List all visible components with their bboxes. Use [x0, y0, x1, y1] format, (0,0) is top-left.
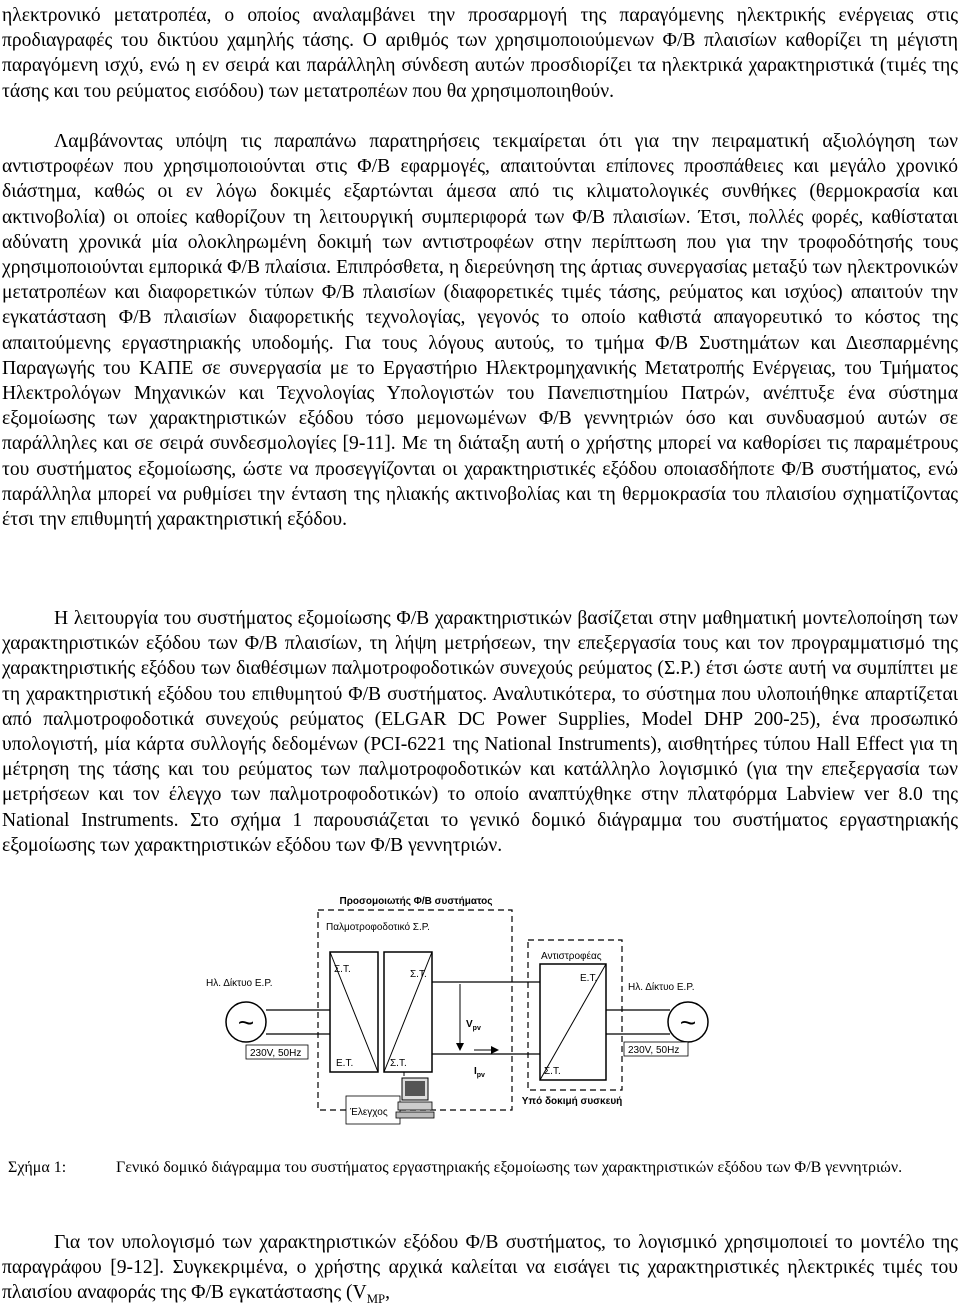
psu-label: Παλμοτροφοδοτικό Σ.Ρ. [326, 922, 430, 933]
grid-left-ac-symbol: ~ [237, 1007, 255, 1038]
figure-1-block-diagram [0, 882, 960, 1142]
paragraph-3: Η λειτουργία του συστήματος εξομοίωσης Φ/Β χαρακτηριστικών βασίζεται στην μαθηματική μοντελοποίηση των χαρακτηριστικών εξόδου των Φ/Β πλαισίων, τη λήψη μετρήσεων, την επεξεργασία τους και τον προγραμματισμό της χαρακτηριστικής εξόδου των διαθέσιμων παλμοτροφοδοτικών συνεχούς ρεύματος (Σ.Ρ.) έτσι ώστε αυτή να συμπίπτει με τη χαρακτηριστική εξόδου του επιθυμητού Φ/Β συστήματος. Αναλυτικότερα, το σύστημα που υλοποιήθηκε απαρτίζεται από παλμοτροφοδοτικά συνεχούς ρεύματος (ELGAR DC Power Supplies, Model DHP 200-25), ένα προσωπικό υπολογιστή, μία κάρτα συλλογής δεδομένων (PCI-6221 της National Instruments), αισθητήρες τύπου Hall Effect για τη μέτρηση της τάσης και του ρεύματος των παλμοτροφοδοτικών και κατάλληλο λογισμικό (για την επεξεργασία των μετρήσεων και τον έλεγχο των παλμοτροφοδοτικών) το οποίο αναπτύχθηκε στην πλατφόρμα Labview ver 8.0 της National Instruments. Στο σχήμα 1 παρουσιάζεται το γενικό δομικό διάγραμμα του συστήματος εργαστηριακής εξομοίωσης των χαρακτηριστικών εξόδου των Φ/Β γεννητριών. [2, 608, 958, 856]
paragraph-4-subscript: MP [366, 1292, 386, 1306]
paragraph-4-text: Για τον υπολογισμό των χαρακτηριστικών εξόδου Φ/Β συστήματος, το λογισμικό χρησιμοποιεί το μοντέλο της παραγράφου [9-12]. Συγκεκριμένα, ο χρήστης αρχικά καλείται να εισάγει τις χαρακτηριστικές ηλεκτρικές τιμές του πλαισίου αναφοράς της Φ/Β εγκατάστασης (V [2, 1232, 958, 1304]
computer-icon [396, 1078, 434, 1118]
inverter-top-label: Ε.Τ. [580, 973, 598, 984]
vpv-label: $V_{pv}$ [466, 1019, 481, 1032]
paragraph-2: Λαμβάνοντας υπόψη τις παραπάνω παρατηρήσεις τεκμαίρεται ότι για την πειραματική αξιολόγηση των αντιστροφέων που χρησιμοποιούνται στις Φ/Β εφαρμογές, απαιτούνται επίπονες προσπάθειες και μεγάλο χρονικό διάστημα, καθώς οι εν λόγω δοκιμές εξαρτώνται άμεσα από τις κλιματολογικές συνθήκες (θερμοκρασία και ακτινοβολία) οι οποίες καθορίζουν τη λειτουργική συμπεριφορά των Φ/Β πλαισίων. Έτσι, πολλές φορές, καθίσταται αδύνατη χρονικά μία ολοκληρωμένη δοκιμή των αντιστροφέων στην περίπτωση που για την τροφοδότησής τους χρησιμοποιούνται εμπορικά Φ/Β πλαίσια. Επιπρόσθετα, η διερεύνηση της άρτιας συνεργασίας μεταξύ των ηλεκτρονικών μετατροπέων και διαφορετικών τύπων Φ/Β πλαισίων (διαφορετικές τιμές τάσης, ρεύματος και ισχύος) απαιτούν την εγκατάσταση Φ/Β πλαισίων διαφορετικής τεχνολογίας, γεγονός το οποίο καθιστά απαγορευτικό το κόστος της απαιτούμενης εργαστηριακής υποδομής. Για τους λόγους αυτούς, το τμήμα Φ/Β Συστημάτων και Διεσπαρμένης Παραγωγής του ΚΑΠΕ σε συνεργασία με το Εργαστήριο Ηλεκτρομηχανικής Μετατροπής Ενέργειας, του Τμήματος Ηλεκτρολόγων Μηχανικών και Τεχνολογίας Υπολογιστών του Πανεπιστημίου Πατρών, ανέπτυξε ένα σύστημα εξομοίωσης των χαρακτηριστικών εξόδου τόσο μεμονωμένων Φ/Β γεννητριών όσο και συνδυασμού αυτών σε παράλληλες και σε σειρά συνδεσμολογίες [9-11]. Με τη διάταξη αυτή ο χρήστης μπορεί να καθορίσει τις παραμέτρους του συστήματος εξομοίωσης, ώστε να προσεγγίζονται οι χαρακτηριστικές εξόδου οποιασδήποτε Φ/Β συστήματος, ενώ παράλληλα μπορεί να ρυθμίσει την ένταση της ηλιακής ακτινοβολίας και τη θερμοκρασία του πλαισίου σχηματίζοντας έτσι την επιθυμητή χαρακτηριστική εξόδου. [2, 131, 958, 531]
paragraph-4 [2, 1230, 958, 1306]
grid-right-label: Ηλ. Δίκτυο Ε.Ρ. [628, 982, 695, 993]
block-diagram-svg [0, 882, 960, 1142]
psu-in-top-label: Σ.Τ. [334, 964, 351, 975]
caption-label: Σχήμα 1: [8, 1159, 67, 1176]
paragraph-4-end: , [385, 1282, 391, 1304]
inverter-label: Αντιστροφέας [541, 951, 602, 962]
psu-out-bottom-label: Σ.Τ. [390, 1058, 407, 1069]
psu-in-bottom-label: Ε.Τ. [336, 1058, 354, 1069]
grid-right-rating: 230V, 50Hz [628, 1045, 680, 1056]
grid-left-label: Ηλ. Δίκτυο Ε.Ρ. [206, 978, 273, 989]
simulator-title: Προσομοιωτής Φ/Β συστήματος [339, 896, 493, 907]
grid-left-rating: 230V, 50Hz [250, 1048, 302, 1059]
control-label: Έλεγχος [350, 1107, 388, 1118]
ipv-label: $I_{pv}$ [474, 1066, 485, 1079]
caption-text: Γενικό δομικό διάγραμμα του συστήματος εργαστηριακής εξομοίωσης των χαρακτηριστικών εξόδου των Φ/Β γεννητριών. [116, 1159, 903, 1176]
inverter-bottom-label: Σ.Τ. [544, 1066, 561, 1077]
grid-right-ac-symbol: ~ [679, 1007, 697, 1038]
paragraph-1: ηλεκτρονικό μετατροπέα, ο οποίος αναλαμβάνει την προσαρμογή της παραγόμενης ηλεκτρικής ενέργειας στις προδιαγραφές του δικτύου χαμηλής τάσης. Ο αριθμός των χρησιμοποιούμενων Φ/Β πλαισίων καθορίζει τη μέγιστη παραγόμενη ισχύ, ενώ η εν σειρά και παράλληλη σύνδεση αυτών προσδιορίζει τα ηλεκτρικά χαρακτηριστικά (τιμές της τάσης και του ρεύματος εισόδου) των μετατροπέων που θα χρησιμοποιηθούν. [2, 5, 958, 102]
psu-out-top-label: Σ.Τ. [410, 969, 427, 980]
dut-label: Υπό δοκιμή συσκευή [521, 1096, 623, 1107]
